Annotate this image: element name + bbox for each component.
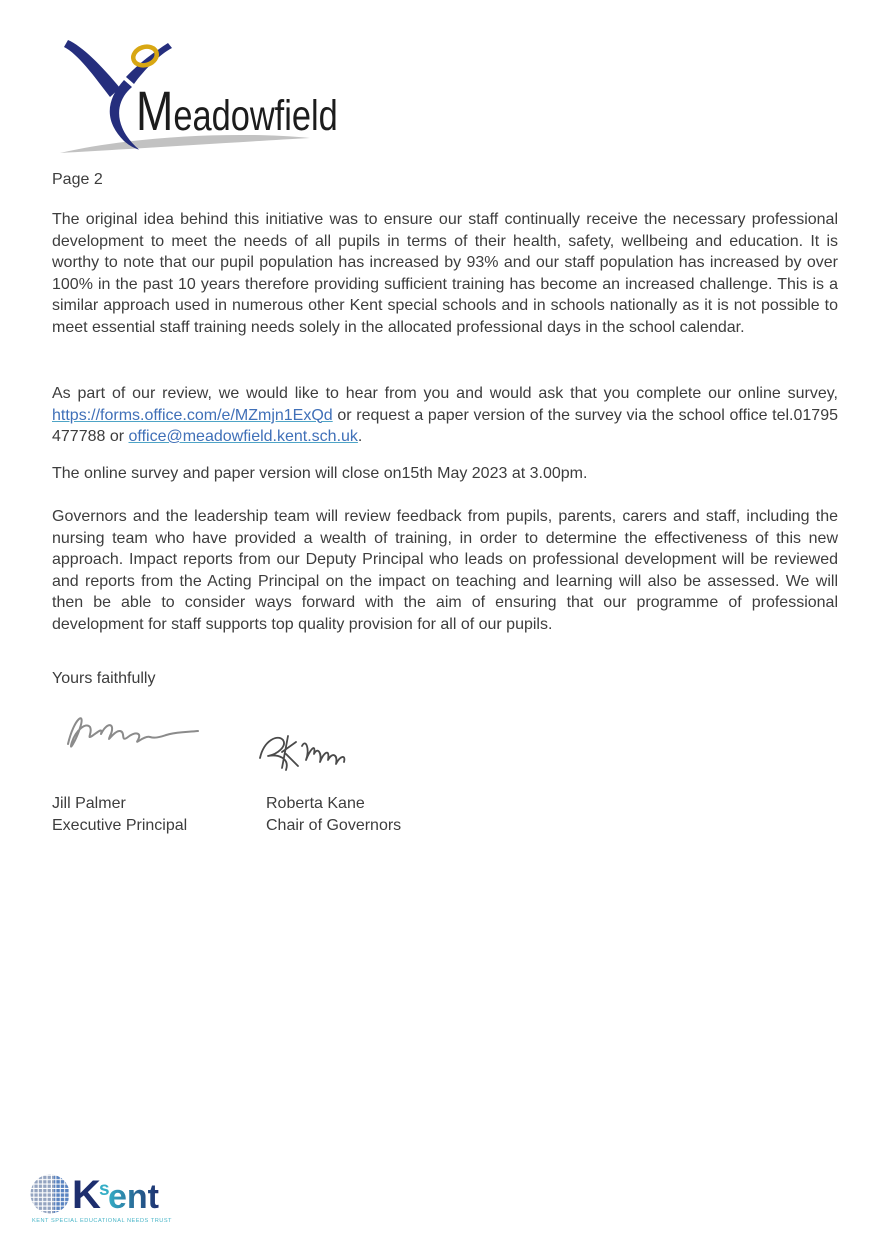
globe-icon: [30, 1174, 71, 1215]
jill-palmer-signature: [56, 700, 216, 762]
logo-wordmark-initial: M: [136, 79, 174, 143]
paragraph-governors: Governors and the leadership team will review feedback from pupils, parents, carers and staff, including the nursing team who have provided a wealth of training, in order to determine the effectiveness of this new approach. Impact reports from our Deputy Principal who leads on professional development will be reviewed and reports from the Acting Principal on the impact on teaching and learning will also be assessed. We will then be able to consider ways forward with the aim of ensuring that our programme of professional development for staff supports top quality provision for all of our pupils.: [52, 508, 838, 633]
survey-text-before: As part of our review, we would like to hear from you and would ask that you complete our online survey,: [52, 385, 838, 402]
survey-text-after: .: [357, 428, 363, 445]
signatory-roberta-kane: [266, 793, 401, 837]
kent-logo-letters-ent: ent: [108, 1178, 159, 1216]
signatory-name: Roberta Kane: [266, 795, 365, 812]
kent-logo-letter-k: K: [72, 1173, 101, 1217]
ksent-footer-logo: [30, 1167, 180, 1239]
svg-text:Meadowfield: [136, 79, 338, 142]
roberta-kane-signature-graphic: [252, 726, 372, 778]
page-number-label: Page 2: [52, 171, 103, 188]
dancer-left-arm: [64, 40, 120, 97]
signatory-title: Executive Principal: [52, 817, 188, 834]
signatory-name: Jill Palmer: [52, 795, 126, 812]
logo-wordmark: [136, 79, 338, 142]
kent-logo-tagline: KENT SPECIAL EDUCATIONAL NEEDS TRUST: [32, 1218, 173, 1224]
paragraph-survey: [52, 383, 838, 448]
jill-palmer-signature-graphic: [56, 700, 216, 762]
kent-logo-letter-s: s: [99, 1179, 110, 1200]
survey-form-link[interactable]: https://forms.office.com/e/MZmjn1ExQd: [52, 406, 333, 424]
paragraph-close-date: The online survey and paper version will close on15th May 2023 at 3.00pm.: [52, 465, 588, 482]
signatory-jill-palmer: [52, 793, 187, 837]
signatory-title: Chair of Governors: [266, 817, 402, 834]
meadowfield-logo-graphic: [48, 26, 348, 158]
logo-wordmark-rest: eadowfield: [173, 92, 338, 140]
office-email-link[interactable]: office@meadowfield.kent.sch.uk: [128, 428, 358, 445]
closing-salutation: Yours faithfully: [52, 670, 156, 687]
dancer-head-ring: [131, 44, 159, 69]
roberta-kane-signature: [252, 726, 372, 778]
meadowfield-logo: [48, 26, 348, 158]
paragraph-initiative: The original idea behind this initiative was to ensure our staff continually receive the necessary professional development to meet the needs of all pupils in terms of their health, safety, wellbeing and education. It is worthy to note that our pupil population has increased by 93% and our staff population has increased by over 100% in the past 10 years therefore providing sufficient training has become an increased challenge. This is a similar approach used in numerous other Kent special schools and in schools nationally as it is not possible to meet essential staff training needs solely in the allocated professional days in the school calendar.: [52, 211, 838, 336]
survey-text-mid: or request a paper version of the survey via the school office tel.01795 477788 or: [52, 406, 838, 445]
ksent-logo-graphic: [30, 1167, 180, 1239]
